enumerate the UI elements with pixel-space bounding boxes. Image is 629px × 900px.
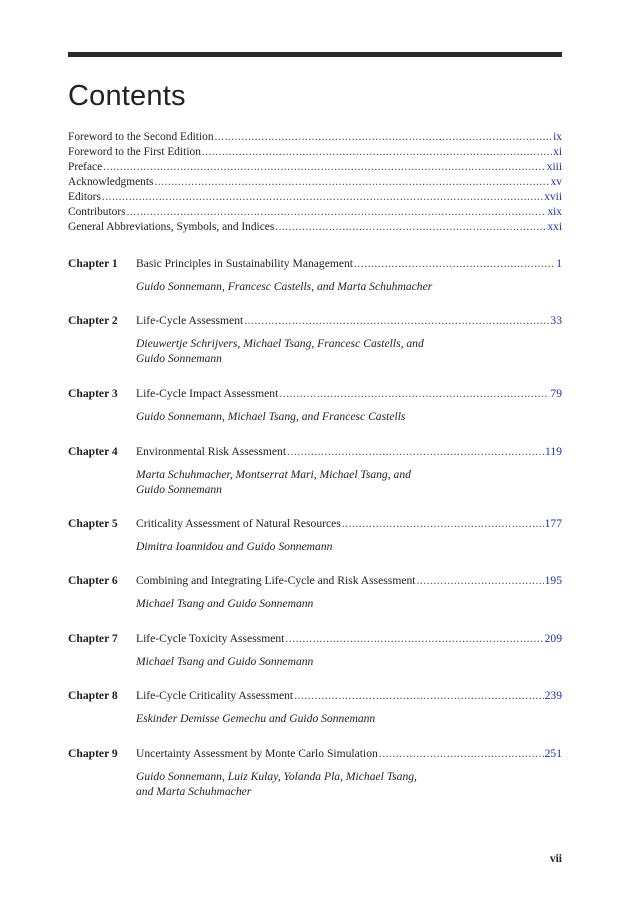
chapter-page-link[interactable]: 177 xyxy=(544,517,562,530)
toc-entry-foreword-first[interactable] xyxy=(68,146,562,161)
chapter-number: Chapter 9 xyxy=(68,747,118,760)
toc-entry-label: Editors xyxy=(68,191,101,203)
author-line: Marta Schuhmacher, Montserrat Mari, Michael Tsang, and xyxy=(136,468,411,481)
chapter-row[interactable] xyxy=(68,689,562,702)
toc-page-link[interactable]: xvii xyxy=(544,191,562,203)
toc-entry-label: Contributors xyxy=(68,206,126,218)
dot-leader xyxy=(244,314,549,327)
toc-entry-label: Foreword to the Second Edition xyxy=(68,131,214,143)
author-line: Guido Sonnemann, Francesc Castells, and Marta Schuhmacher xyxy=(136,280,433,293)
dot-leader xyxy=(379,747,544,760)
chapter-page-link[interactable]: 1 xyxy=(556,257,562,270)
chapter-row[interactable] xyxy=(68,445,562,458)
chapter-page-link[interactable]: 239 xyxy=(544,689,562,702)
dot-leader xyxy=(275,221,546,233)
toc-entry-label: Acknowledgments xyxy=(68,176,154,188)
toc-entry-acknowledgments[interactable] xyxy=(68,176,562,191)
dot-leader xyxy=(342,517,544,530)
chapter-title: Life-Cycle Assessment xyxy=(136,314,244,327)
chapter-authors xyxy=(136,596,466,611)
author-line: Dieuwertje Schrijvers, Michael Tsang, Francesc Castells, and xyxy=(136,337,424,350)
front-matter-list xyxy=(68,131,562,236)
dot-leader xyxy=(294,689,543,702)
chapter-title: Life-Cycle Impact Assessment xyxy=(136,387,279,400)
chapter-row[interactable] xyxy=(68,517,562,530)
chapter-row[interactable] xyxy=(68,314,562,327)
toc-page-link[interactable]: xxi xyxy=(547,221,562,233)
author-line: Guido Sonnemann, Luiz Kulay, Yolanda Pla, Michael Tsang, xyxy=(136,770,417,783)
toc-entry-editors[interactable] xyxy=(68,191,562,206)
toc-entry-contributors[interactable] xyxy=(68,206,562,221)
chapter-number: Chapter 8 xyxy=(68,689,118,702)
dot-leader xyxy=(354,257,555,270)
dot-leader xyxy=(285,632,543,645)
author-line: Eskinder Demisse Gemechu and Guido Sonnemann xyxy=(136,712,376,725)
chapter-page-link[interactable]: 251 xyxy=(544,747,562,760)
page-title: Contents xyxy=(68,80,186,112)
chapter-row[interactable] xyxy=(68,387,562,400)
chapter-title: Life-Cycle Criticality Assessment xyxy=(136,689,294,702)
chapter-entry-6 xyxy=(68,574,562,611)
dot-leader xyxy=(127,206,547,218)
dot-leader xyxy=(202,146,552,158)
chapter-number: Chapter 5 xyxy=(68,517,118,530)
chapter-row[interactable] xyxy=(68,574,562,587)
chapter-number: Chapter 3 xyxy=(68,387,118,400)
chapter-authors xyxy=(136,711,466,726)
chapter-authors xyxy=(136,467,466,497)
chapter-entry-4 xyxy=(68,445,562,497)
chapter-entry-1 xyxy=(68,257,562,294)
toc-entry-abbreviations[interactable] xyxy=(68,221,562,236)
chapter-authors xyxy=(136,769,466,799)
dot-leader xyxy=(215,131,553,143)
toc-entry-label: Foreword to the First Edition xyxy=(68,146,201,158)
toc-entry-label: Preface xyxy=(68,161,103,173)
chapter-page-link[interactable]: 119 xyxy=(545,445,562,458)
chapter-row[interactable] xyxy=(68,257,562,270)
toc-entry-preface[interactable] xyxy=(68,161,562,176)
chapter-title: Criticality Assessment of Natural Resources xyxy=(136,517,341,530)
chapter-number: Chapter 2 xyxy=(68,314,118,327)
chapter-page-link[interactable]: 195 xyxy=(544,574,562,587)
toc-entry-foreword-second[interactable] xyxy=(68,131,562,146)
toc-page-link[interactable]: xix xyxy=(547,206,562,218)
chapter-number: Chapter 4 xyxy=(68,445,118,458)
toc-page-link[interactable]: xiii xyxy=(546,161,562,173)
chapter-entry-5 xyxy=(68,517,562,554)
chapter-entry-9 xyxy=(68,747,562,799)
chapter-authors xyxy=(136,539,466,554)
chapter-row[interactable] xyxy=(68,632,562,645)
chapter-page-link[interactable]: 79 xyxy=(550,387,562,400)
toc-page-link[interactable]: xv xyxy=(550,176,562,188)
chapter-entry-2 xyxy=(68,314,562,366)
chapter-entry-7 xyxy=(68,632,562,669)
chapter-entry-3 xyxy=(68,387,562,424)
author-line: and Marta Schuhmacher xyxy=(136,785,252,798)
dot-leader xyxy=(102,191,543,203)
author-line: Michael Tsang and Guido Sonnemann xyxy=(136,597,314,610)
dot-leader xyxy=(417,574,544,587)
dot-leader xyxy=(287,445,544,458)
page-number: vii xyxy=(549,853,562,865)
chapter-title: Environmental Risk Assessment xyxy=(136,445,287,458)
chapter-authors xyxy=(136,279,466,294)
toc-page-link[interactable]: xi xyxy=(553,146,562,158)
toc-page-link[interactable]: ix xyxy=(553,131,562,143)
chapter-page-link[interactable]: 33 xyxy=(550,314,562,327)
chapter-authors xyxy=(136,409,466,424)
chapter-number: Chapter 7 xyxy=(68,632,118,645)
chapter-title: Basic Principles in Sustainability Management xyxy=(136,257,354,270)
author-line: Guido Sonnemann xyxy=(136,483,222,496)
chapter-authors xyxy=(136,336,466,366)
dot-leader xyxy=(103,161,546,173)
top-rule xyxy=(68,52,562,57)
chapter-title: Combining and Integrating Life-Cycle and Risk Assessment xyxy=(136,574,416,587)
dot-leader xyxy=(154,176,549,188)
author-line: Michael Tsang and Guido Sonnemann xyxy=(136,655,314,668)
chapter-number: Chapter 6 xyxy=(68,574,118,587)
author-line: Guido Sonnemann xyxy=(136,352,222,365)
chapter-title: Life-Cycle Toxicity Assessment xyxy=(136,632,285,645)
chapter-entry-8 xyxy=(68,689,562,726)
author-line: Guido Sonnemann, Michael Tsang, and Francesc Castells xyxy=(136,410,406,423)
dot-leader xyxy=(279,387,549,400)
chapter-authors xyxy=(136,654,466,669)
toc-entry-label: General Abbreviations, Symbols, and Indices xyxy=(68,221,275,233)
chapter-title: Uncertainty Assessment by Monte Carlo Simulation xyxy=(136,747,378,760)
author-line: Dimitra Ioannidou and Guido Sonnemann xyxy=(136,540,333,553)
chapter-row[interactable] xyxy=(68,747,562,760)
chapter-number: Chapter 1 xyxy=(68,257,118,270)
chapter-page-link[interactable]: 209 xyxy=(544,632,562,645)
